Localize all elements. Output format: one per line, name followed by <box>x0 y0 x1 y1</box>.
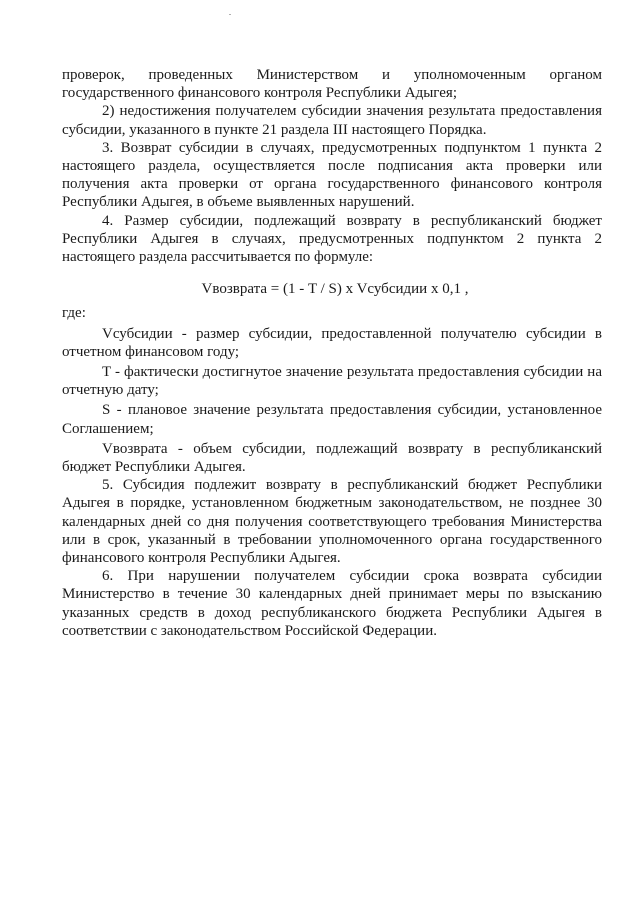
definition-vvozvrata: Vвозврата - объем субсидии, подлежащий возврату в республиканский бюджет Республики Адыгея. <box>62 440 602 476</box>
paragraph-continuation: проверок, проведенных Министерством и уполномоченным органом государственного финансового контроля Республики Адыгея; <box>62 67 602 102</box>
document-body <box>62 66 602 640</box>
scan-artifact <box>229 14 231 15</box>
paragraph-clause-6: 6. При нарушении получателем субсидии срока возврата субсидии Министерство в течение 30 календарных дней принимает меры по взысканию указанных средств в доход республиканского бюджета Республики Адыгея в соответствии с законодательством Российской Федерации. <box>62 568 602 639</box>
definition-s: S - плановое значение результата предоставления субсидии, установленное Соглашением; <box>62 402 602 437</box>
paragraph-clause-4: 4. Размер субсидии, подлежащий возврату в республиканский бюджет Республики Адыгея в случаях, предусмотренных подпунктом 2 пункта 2 настоящего раздела рассчитывается по формуле: <box>62 212 602 266</box>
definition-vsubsidii: Vсубсидии - размер субсидии, предоставленной получателю субсидии в отчетном финансовом году; <box>62 325 602 360</box>
paragraph-item-2: 2) недостижения получателем субсидии значения результата предоставления субсидии, указанного в пункте 21 раздела III настоящего Порядка. <box>62 103 602 138</box>
where-label: где: <box>62 305 86 322</box>
paragraph-clause-3: 3. Возврат субсидии в случаях, предусмотренных подпунктом 1 пункта 2 настоящего раздела, осуществляется после подписания акта проверки или получения акта проверки от органа государственного финансового контроля Республики Адыгея, в объеме выявленных нарушений. <box>62 139 602 211</box>
definition-t: T - фактически достигнутое значение результата предоставления субсидии на отчетную дату; <box>62 364 602 399</box>
paragraph-clause-5: 5. Субсидия подлежит возврату в республиканский бюджет Республики Адыгея в порядке, установленном бюджетным законодательством, не позднее 30 календарных дней со дня получения соответствующего требования Министерства или в срок, указанный в требовании уполномоченного органа государственного финансового контроля Республики Адыгея. <box>62 477 602 567</box>
formula: Vвозврата = (1 - T / S) x Vсубсидии x 0,1 , <box>201 281 469 298</box>
